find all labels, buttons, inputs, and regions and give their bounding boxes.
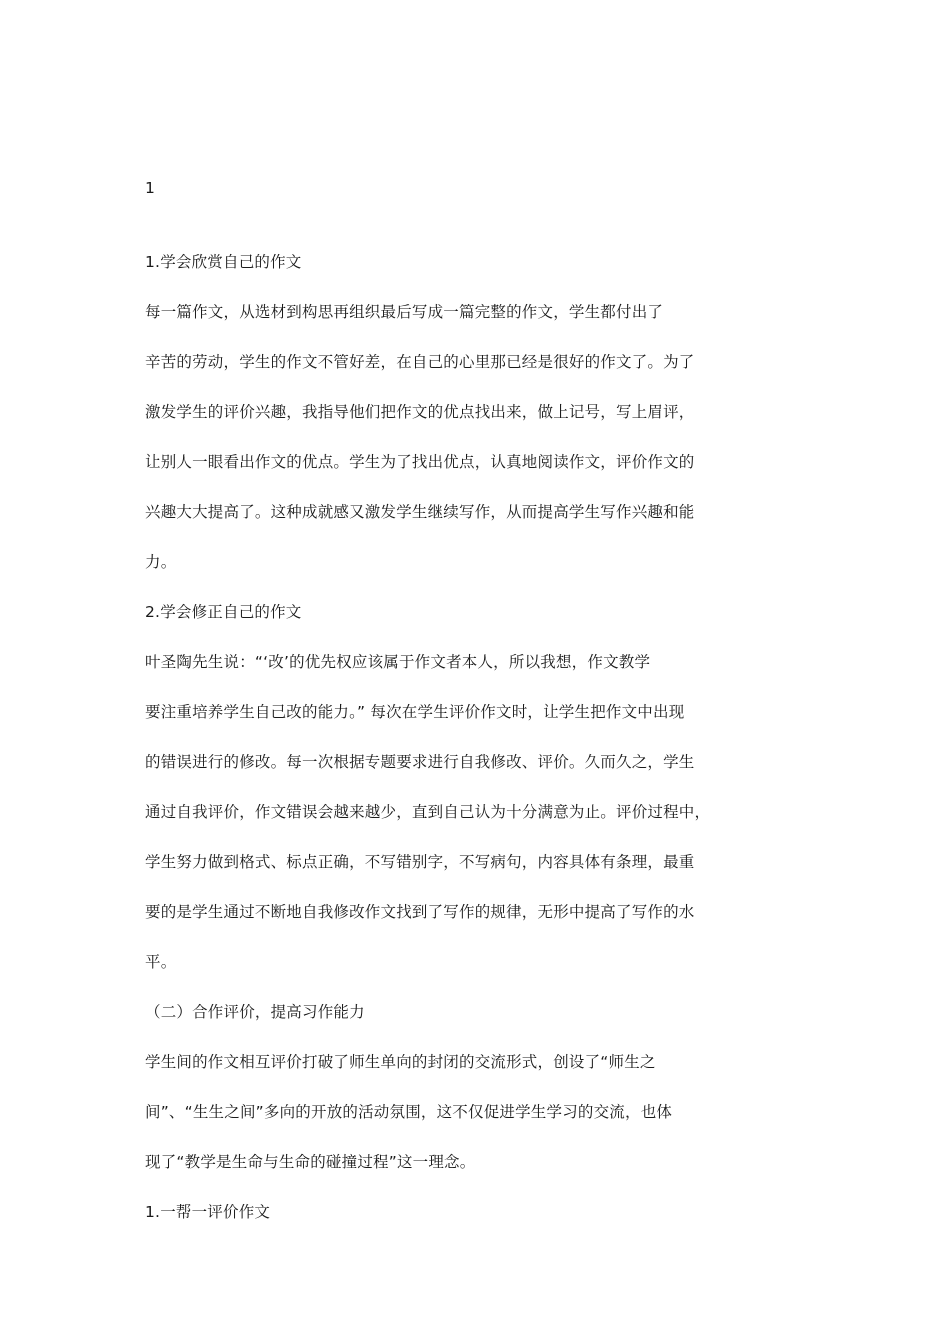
section-heading: 2.学会修正自己的作文 bbox=[145, 603, 302, 621]
paragraph-line: 通过自我评价，作文错误会越来越少，直到自己认为十分满意为止。评价过程中， bbox=[145, 803, 711, 821]
paragraph-line: 间”、“生生之间”多向的开放的活动氛围，这不仅促进学生学习的交流，也体 bbox=[145, 1103, 673, 1121]
paragraph-line: 叶圣陶先生说：“‘改’的优先权应该属于作文者本人，所以我想，作文教学 bbox=[145, 653, 651, 671]
paragraph-line: 力。 bbox=[145, 553, 177, 571]
paragraph-line: 学生间的作文相互评价打破了师生单向的封闭的交流形式，创设了“师生之 bbox=[145, 1053, 656, 1071]
paragraph-line: 的错误进行的修改。每一次根据专题要求进行自我修改、评价。久而久之，学生 bbox=[145, 753, 695, 771]
section-heading: （二）合作评价，提高习作能力 bbox=[145, 1003, 365, 1021]
section-heading: 1.学会欣赏自己的作文 bbox=[145, 253, 302, 271]
section-heading: 1.一帮一评价作文 bbox=[145, 1203, 271, 1221]
page-number: 1 bbox=[145, 179, 156, 197]
paragraph-line: 要注重培养学生自己改的能力。” 每次在学生评价作文时，让学生把作文中出现 bbox=[145, 703, 685, 721]
paragraph-line: 学生努力做到格式、标点正确，不写错别字，不写病句，内容具体有条理，最重 bbox=[145, 853, 695, 871]
paragraph-line: 每一篇作文，从选材到构思再组织最后写成一篇完整的作文，学生都付出了 bbox=[145, 303, 664, 321]
paragraph-line: 要的是学生通过不断地自我修改作文找到了写作的规律，无形中提高了写作的水 bbox=[145, 903, 695, 921]
paragraph-line: 平。 bbox=[145, 953, 177, 971]
paragraph-line: 辛苦的劳动，学生的作文不管好差，在自己的心里那已经是很好的作文了。为了 bbox=[145, 353, 695, 371]
paragraph-line: 激发学生的评价兴趣，我指导他们把作文的优点找出来，做上记号，写上眉评， bbox=[145, 403, 695, 421]
paragraph-line: 现了“教学是生命与生命的碰撞过程”这一理念。 bbox=[145, 1153, 476, 1171]
paragraph-line: 让别人一眼看出作文的优点。学生为了找出优点，认真地阅读作文，评价作文的 bbox=[145, 453, 695, 471]
paragraph-line: 兴趣大大提高了。这种成就感又激发学生继续写作，从而提高学生写作兴趣和能 bbox=[145, 503, 695, 521]
